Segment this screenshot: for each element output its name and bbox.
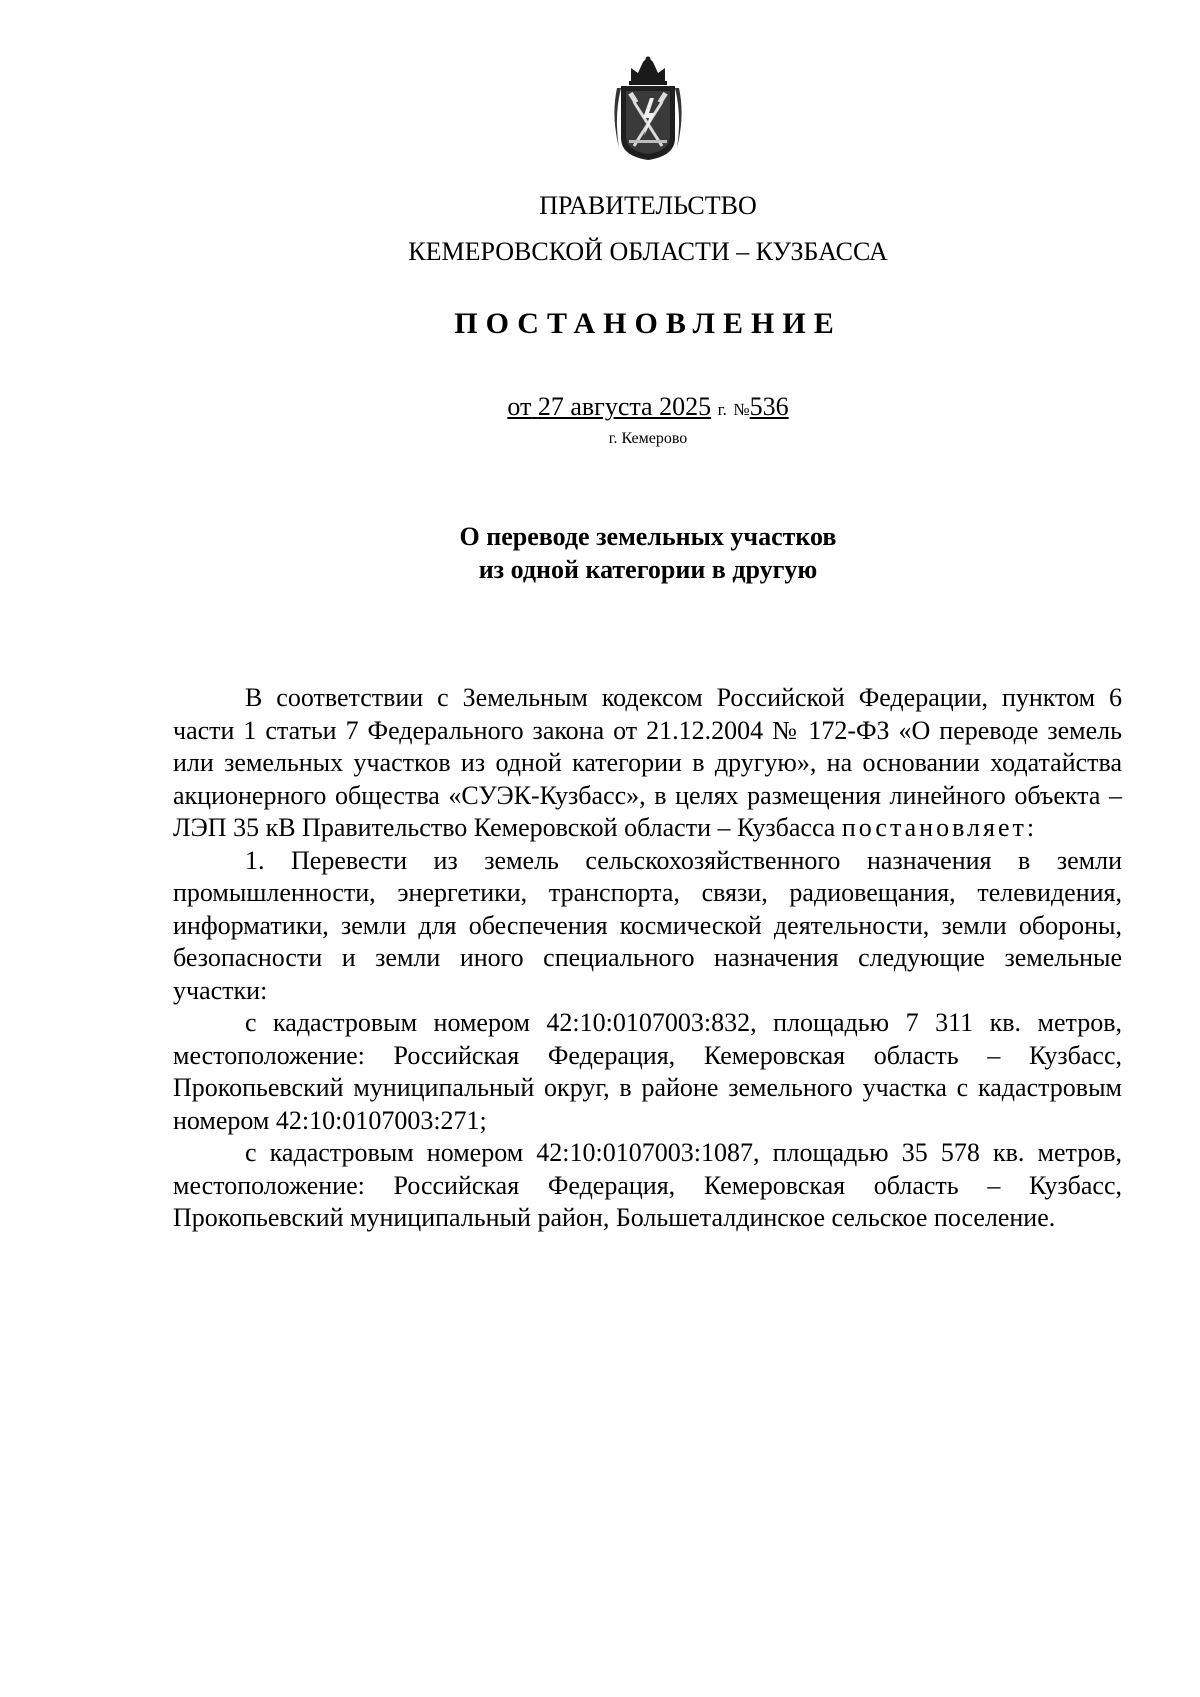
coat-of-arms-icon	[609, 56, 687, 162]
document-date: 27 августа 2025	[537, 392, 712, 421]
government-name-line2: КЕМЕРОВСКОЙ ОБЛАСТИ – КУЗБАССА	[408, 237, 888, 266]
parcel-1-paragraph: с кадастровым номером 42:10:0107003:832, площадью 7 311 кв. метров, местоположение: Российская Федерация, Кемеровская область – Кузбасс, Прокопьевский муниципальный округ, в районе земельного участка с кадастровым номером 42:10:0107003:271;	[173, 1008, 1122, 1135]
parcel-2-paragraph: с кадастровым номером 42:10:0107003:1087, площадью 35 578 кв. метров, местоположение: Российская Федерация, Кемеровская область – Кузбасс, Прокопьевский муниципальный район, Большеталдинское сельское поселение.	[173, 1138, 1122, 1232]
government-name-line1: ПРАВИТЕЛЬСТВО	[539, 191, 757, 220]
preamble-paragraph	[173, 682, 1122, 845]
document-title-line1: О переводе земельных участков	[459, 522, 837, 551]
preamble-verb: постановляет:	[841, 813, 1038, 842]
document-type: ПОСТАНОВЛЕНИЕ	[454, 307, 842, 340]
document-number: 536	[749, 392, 789, 421]
document-body	[173, 682, 1122, 1235]
item-1-paragraph: 1. Перевести из земель сельскохозяйственного назначения в земли промышленности, энергетики, транспорта, связи, радиовещания, телевидения, информатики, земли для обеспечения космической деятельности, земли обороны, безопасности и земли иного специального назначения следующие земельные участки:	[173, 845, 1122, 1005]
document-title-line2: из одной категории в другую	[478, 555, 818, 584]
year-suffix: г.	[717, 400, 727, 419]
number-sign: №	[733, 400, 750, 419]
date-prefix: от	[507, 392, 532, 421]
city: г. Кемерово	[608, 430, 688, 447]
preamble-text: В соответствии с Земельным кодексом Российской Федерации, пунктом 6 части 1 статьи 7 Федерального закона от 21.12.2004 № 172-ФЗ «О переводе земель или земельных участков из одной категории в другую», на основании ходатайства акционерного общества «СУЭК-Кузбасс», в целях размещения линейного объекта – ЛЭП 35 кВ Правительство Кемеровской области – Кузбасса	[173, 683, 1122, 842]
date-and-number	[0, 392, 1200, 425]
